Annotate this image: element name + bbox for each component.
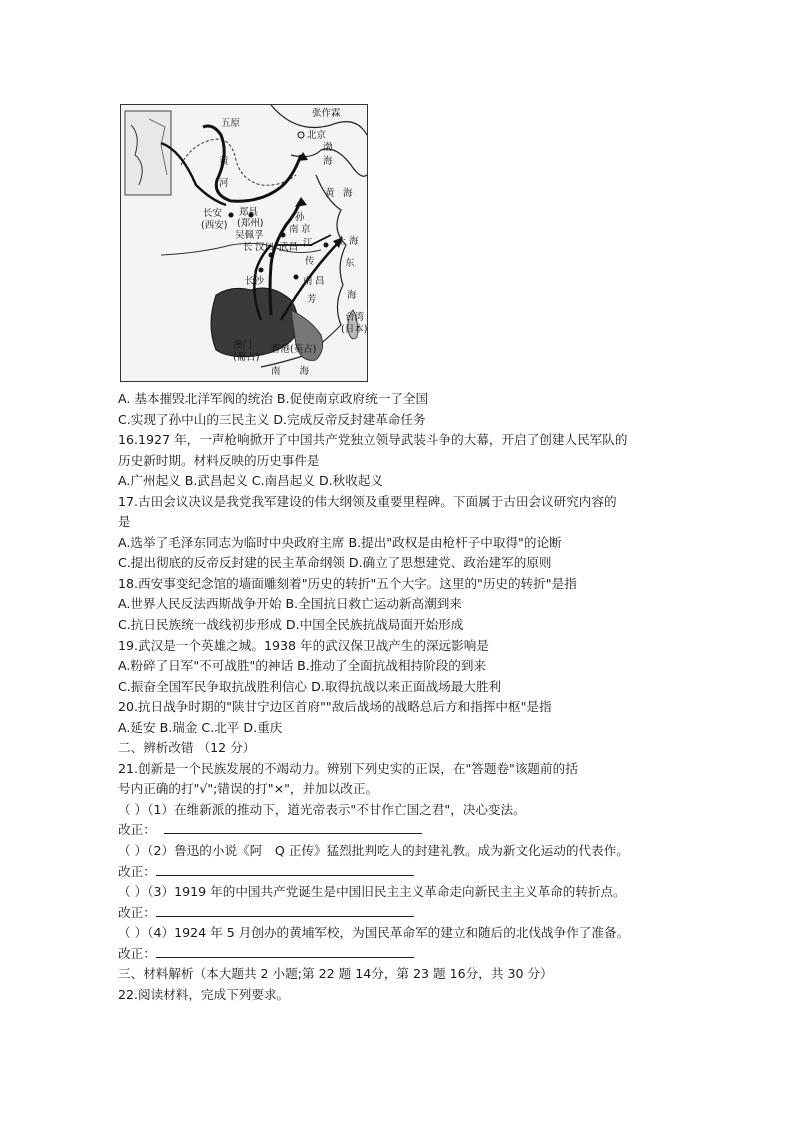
map-label-nanjing-2: 京 — [301, 224, 311, 235]
q18-stem: 18.西安事变纪念馆的墙面雕刻着"历史的转折"五个大字。这里的"历史的转折"是指 — [118, 575, 577, 591]
map-label-hai: 海 — [347, 290, 357, 301]
q17-options-cd: C.提出彻底的反帝反封建的民主革命纲领 D.确立了思想建党、政治建军的原则 — [118, 555, 552, 571]
map-label-zhengxian: 郑县 — [239, 207, 259, 218]
q21-stem-line-2: 号内正确的打"√";错误的打"×"，并加以改正。 — [118, 781, 379, 797]
q21-correction-1 — [118, 820, 718, 841]
map-label-bohai-2: 海 — [323, 156, 333, 167]
map-label-zhangzuolin: 张作霖 — [312, 108, 341, 119]
map-label-putao: (葡占) — [233, 352, 260, 363]
q19-stem: 19.武汉是一个英雄之城。1938 年的武汉保卫战产生的深远影响是 — [118, 637, 489, 653]
q18-options-cd: C.抗日民族统一战线初步形成 D.中国全民族抗战局面开始形成 — [118, 617, 464, 633]
route-north — [203, 126, 301, 201]
map-label-nanchang-2: 昌 — [315, 276, 325, 287]
q21-item-3: （ ）（3）1919 年的中国共产党诞生是中国旧民主主义革命走向新民主主义革命的转折点。 — [118, 884, 626, 900]
map-label-nanjing-1: 南 — [289, 224, 299, 235]
map-inset — [125, 111, 171, 195]
map-label-bohai-1: 渤 — [323, 142, 333, 153]
q21-item-1: （ ）（1）在维新派的推动下，道光帝表示"不甘作亡国之君"，决心变法。 — [118, 801, 526, 817]
map-label-aomen: 澳门 — [233, 340, 253, 351]
q21-stem-line-1: 21.创新是一个民族发展的不竭动力。辨别下列史实的正误，在"答题卷"该题前的括 — [118, 760, 578, 776]
q19-options-cd: C.振奋全国军民争取抗战胜利信心 D.取得抗战以来正面战场最大胜利 — [118, 678, 502, 694]
q21-item-4: （ ）（4）1924 年 5 月创办的黄埔军校，为国民革命军的建立和随后的北伐战争作了准备。 — [118, 925, 630, 941]
q15-options-cd: C.实现了孙中山的三民主义 D.完成反帝反封建革命任务 — [118, 411, 426, 427]
map-label-beijing: 北京 — [307, 130, 327, 141]
map-label-wuyuan: 五原 — [221, 118, 241, 129]
map-label-chuan: 传 — [305, 256, 315, 267]
map-label-changsha: 长沙 — [245, 276, 265, 287]
northern-expedition-map — [120, 104, 368, 382]
q17-stem-line-1: 17.古田会议决议是我党我军建设的伟大纲领及重要里程碑。下面属于古田会议研究内容的 — [118, 493, 617, 509]
q18-options-ab: A.世界人民反法西斯战争开始 B.全国抗日救亡运动新高潮到来 — [118, 596, 462, 612]
section-2-heading: 二、辨析改错 （12 分） — [118, 740, 256, 756]
correction-label: 改正： — [118, 904, 156, 920]
map-label-taiwan: 台湾 — [345, 312, 365, 323]
map-label-zhengzhou: (郑州) — [237, 218, 264, 229]
map-label-hankou: 汉口 — [255, 242, 275, 253]
beijing-dot — [298, 132, 304, 138]
exam-text — [118, 389, 718, 1005]
map-label-shanghai-1: 上 — [337, 236, 347, 247]
answer-blank — [156, 944, 414, 958]
map-label-wuchang: 武昌 — [279, 242, 299, 253]
answer-blank — [156, 903, 414, 917]
map-label-xianggang: 香港(英占) — [271, 344, 317, 355]
map-label-huang: 黄 — [219, 156, 229, 167]
map-label-chang: 长 — [243, 242, 253, 253]
correction-label: 改正： — [118, 863, 156, 879]
q16-stem-line-2: 历史新时期。材料反映的历史事件是 — [118, 452, 320, 468]
correction-label: 改正： — [118, 945, 156, 961]
q17-options-ab: A.选举了毛泽东同志为临时中央政府主席 B.提出"政权是由枪杆子中取得"的论断 — [118, 534, 562, 550]
q20-options: A.延安 B.瑞金 C.北平 D.重庆 — [118, 719, 283, 735]
map-label-dong: 东 — [345, 258, 355, 269]
q21-correction-3 — [118, 903, 718, 924]
q21-item-2: （ ）（2）鲁迅的小说《阿 Q 正传》猛烈批判吃人的封建礼教。成为新文化运动的代表作。 — [118, 843, 629, 859]
map-label-riben: (日本) — [341, 324, 368, 335]
map-label-xian: (西安) — [201, 220, 228, 231]
q16-stem-line-1: 16.1927 年，一声枪响掀开了中国共产党独立领导武装斗争的大幕，开启了创建人民军队的 — [118, 432, 628, 448]
map-label-wupeifu: 吴佩孚 — [235, 230, 264, 241]
map-label-nanchang-1: 南 — [303, 276, 313, 287]
map-label-jiang: 江 — [303, 238, 313, 249]
yellow-river — [181, 139, 296, 185]
q22-stem: 22.阅读材料，完成下列要求。 — [118, 986, 290, 1002]
q20-stem: 20.抗日战争时期的"陕甘宁边区首府""敌后战场的战略总后方和指挥中枢"是指 — [118, 699, 552, 715]
map-label-sun: 孙 — [295, 212, 305, 223]
map-label-he: 河 — [219, 178, 229, 189]
q16-options: A.广州起义 B.武昌起义 C.南昌起义 D.秋收起义 — [118, 473, 384, 489]
q21-correction-4 — [118, 944, 718, 965]
answer-blank — [156, 862, 414, 876]
section-3-heading: 三、材料解析（本大题共 2 小题;第 22 题 14分，第 23 题 16分，共 30 分） — [118, 966, 553, 982]
map-label-fang: 芳 — [307, 294, 317, 305]
q17-stem-line-2: 是 — [118, 514, 131, 530]
map-label-changan: 长安 — [203, 208, 223, 219]
q19-options-ab: A.粉碎了日军"不可战胜"的神话 B.推动了全面抗战相持阶段的到来 — [118, 658, 487, 674]
map-label-huanghai-1: 黄 — [325, 188, 335, 199]
map-label-nanhai: 南 海 — [271, 366, 310, 377]
q21-correction-2 — [118, 862, 718, 883]
map-label-shanghai-2: 海 — [349, 236, 359, 247]
answer-blank — [164, 820, 422, 834]
q15-options-ab: A. 基本摧毁北洋军阀的统治 B.促使南京政府统一了全国 — [118, 391, 429, 406]
correction-label: 改正： — [118, 822, 156, 838]
map-label-huanghai-2: 海 — [343, 188, 353, 199]
